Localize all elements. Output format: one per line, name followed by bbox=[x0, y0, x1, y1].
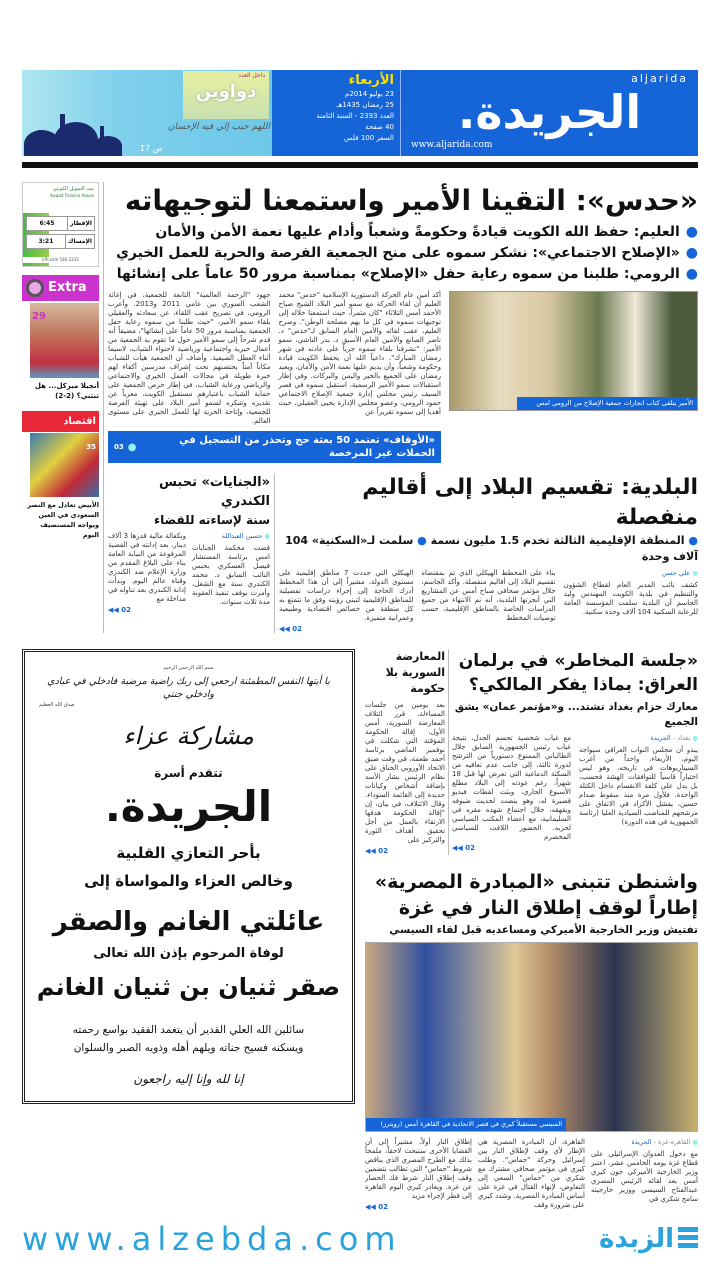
gaza-byline: ● القاهرة-غزة - الجريدة bbox=[631, 1138, 698, 1146]
janayat-column-1: قضت محكمة الجنايات امس برئاسة المستشار فيصل العسكري بحبس النائب السابق د. محمد الكندري سنة مع الشغل، وأمرت بوقف تنفيذ العقوبة مدة ثلاث سنوات. bbox=[192, 544, 270, 606]
issue-number: العدد 2393 - السنة الثامنة bbox=[316, 112, 394, 120]
page-ref: 03 bbox=[114, 442, 124, 451]
second-row bbox=[108, 473, 698, 633]
economy-box[interactable] bbox=[22, 411, 99, 432]
iraq-more-link[interactable]: ◀◀ 02 bbox=[452, 844, 475, 852]
page-count: 40 صفحة bbox=[365, 123, 394, 131]
date-hijri: 25 رمضان 1435هـ bbox=[336, 101, 394, 109]
ad-deceased-name: صقر ثنيان بن ثنيان الغانم bbox=[36, 973, 341, 1001]
baladiya-headline[interactable]: البلدية: تقسيم البلاد إلى أقاليم منفصلة bbox=[362, 475, 698, 530]
baladiya-subheads: ● المنطقة الإقليمية الثالثة تخدم 1.5 مليون نسمة ● سلمت لـ«السكنية» 104 آلاف وحدة bbox=[285, 534, 698, 563]
gaza-column-2: القاهرة، أن المبادرة المصرية هي الإطار لأي وقف لإطلاق النار بين إسرائيل وحركة "حماس". وطلب كيري في مؤتمر صحافي مشترك مع شكري من "حماس" السعي إلى التفاوض، لإنهاء القتال في غزة على أساس المبادرة المصرية. وشدد كيري على ضرورة وقف bbox=[478, 1138, 585, 1209]
bullet-icon: ● bbox=[417, 534, 427, 547]
bottom-section bbox=[22, 649, 698, 1211]
baladiya-column-1: كشف نائب المدير العام لقطاع الشؤون والتنظيم في بلدية الكويت المهندس وليد الجاسم أن البلدية سلمت المؤسسة العامة للرعاية السكنية 104 آلاف وحدة سكنية. bbox=[563, 581, 698, 616]
iftar-time: 6:45 bbox=[39, 220, 55, 227]
main-bullets bbox=[108, 222, 698, 285]
janayat-column-1-wrap bbox=[192, 532, 270, 607]
ad-closing: إنا لله وإنا إليه راجعون bbox=[133, 1072, 244, 1086]
main-photo-caption: الأمير يتلقى كتاب انجازات جمعية الإصلاح من الرومي امس bbox=[517, 397, 697, 410]
extra-label: Extra bbox=[48, 280, 87, 295]
footer-logo[interactable]: الزبدة bbox=[599, 1222, 698, 1256]
iftar-label: الإفطار bbox=[67, 217, 94, 230]
imsak-time: 3:21 bbox=[38, 238, 54, 245]
main-content bbox=[108, 182, 698, 633]
gaza-photo-caption: السيسي مستقبلاً كيري في قصر الاتحادية في القاهرة أمس (رويترز) bbox=[366, 1118, 566, 1131]
ad-line-1: بأحر التعازي القلبية bbox=[116, 844, 261, 862]
iraq-column-2-wrap bbox=[452, 734, 571, 852]
economy-page: 35 bbox=[86, 443, 96, 451]
baladiya-column-2: بناء على المخطط الهيكلي الذي تم بمقتضاه تقسيم البلاد إلى أقاليم منفصلة. وأكد الجاسم، خلال مؤتمر صحافي صباح أمس عن المشاريع التي أنجزتها البلدية، أنه تم الانتهاء من جميع الدراسات الخاصة بالمناطق الإقليمية، حسب توصيات المخطط bbox=[421, 569, 556, 622]
ad-title: مشاركة عزاء bbox=[123, 722, 254, 750]
prayer-times-box bbox=[22, 182, 99, 267]
gaza-column-1: مع دخول العدوان الإسرائيلي على قطاع غزة يومه الخامس عشر، اعتبر وزير الخارجية الأميركي جون كيري أمس بعد لقائه الرئيس المصري عبدالفتاح السيسي ووزير خارجيته سامح شكري في bbox=[591, 1150, 698, 1203]
main-headline[interactable]: «حدس»: التقينا الأمير واستمعنا لتوجيهاته bbox=[124, 184, 698, 217]
main-story-column-1: أكد أمين عام الحركة الدستورية الإسلامية "حدس" محمد العليم أن لقاء الحركة مع سمو أمير البلاد الشيخ صباح الأحمد أمس الثلاثاء "كان مثمراً، حيث استمعنا خلاله إلى توجيهات سموه في كل ما يهم مصلحة الوطن". وصرح العليم، عقب لقائه والأمين العام السابق لـ"حدس" د. ناصر الصانع والأمين العام الأسبق د. بدر الناشي، سمو الأمير: "تشرفنا بلقاء سموه جرياً على عادته في شهر رمضان المبارك"، داعياً الله أن يحفظ الكويت قيادة وحكومة وشعباً، وأن يديم عليها نعمة الأمن والأمان، ويعيد رمضان على الجميع بالخير واليمن والبركات. وفي إطار استقبالات سمو الأمير الرسمية، استقبل سموه في قصر السيف رئيس مجلس إدارة جمعية الإصلاح الاجتماعي حمود الرومي، وعضو مجلس الإدارة يحيى العقيلي، حيث أهديا إلى سموه تقريراً عن bbox=[278, 291, 441, 416]
magnifier-icon bbox=[26, 279, 44, 297]
price: السعر 100 فلس bbox=[344, 134, 394, 142]
ad-occasion: لوفاة المرحوم بإذن الله تعالى bbox=[93, 946, 284, 961]
bullet-item: ●الرومي: طلبنا من سموه رعاية حفل «الإصلاح» بمناسبة مرور 50 عاماً على إنشائها bbox=[116, 266, 698, 282]
iraq-story bbox=[452, 649, 698, 855]
economy-caption[interactable]: الأبيض تعادل مع النصر السعودي في العين ويواجه المستضيف اليوم bbox=[27, 501, 99, 539]
iraq-syria-row bbox=[365, 649, 698, 855]
baladiya-byline: ● علي حسن bbox=[661, 569, 698, 577]
syria-body: بعد يومين من جلسات المساءلة، قرر ائتلاف المعارضة السورية، أمس الأول، إقالة الحكومة المؤقتة التي شكلت في نوفمبر الماضي برئاسة أحمد طعمة، في وقت ضيق الاتحاد الأوروبي الخناق على نظام الرئيس بشار الأسد بإضافة أشخاص وكيانات جديدة إلى القائمة السوداء. وقال الائتلاف، في بيان، إن "إقالة الحكومة هدفها الارتقاء بالعمل من أجل تحقيق أهداف الثورة والتركيز على bbox=[365, 701, 445, 844]
extra-photo bbox=[30, 303, 99, 378]
footer bbox=[22, 1219, 698, 1259]
promo-inside-label: داخل العدد bbox=[238, 72, 265, 79]
gaza-headline-2[interactable]: إطاراً لوقف إطلاق النار في غزة bbox=[398, 897, 698, 919]
right-column bbox=[365, 649, 698, 1211]
economy-photo bbox=[30, 433, 99, 497]
bullet-icon: ● bbox=[127, 441, 137, 453]
gaza-column-3: إطلاق النار أولاً، مشيراً إلى أن القضايا الأخرى ستبحث لاحقاً، ملمحاً بذلك مع الطرح المصري الذي يناقض شروط "حماس" التي تطالب بتضمين وقف إطلاق النار شرط فك الحصار عن غزة. ويغادر كيري اليوم القاهرة إلى قطر لإجراء مزيد bbox=[365, 1138, 472, 1200]
bullet-icon: ● bbox=[685, 224, 698, 240]
bullet-icon: ● bbox=[688, 534, 698, 547]
menu-lines-icon bbox=[678, 1227, 698, 1251]
promo-title: دواوين bbox=[195, 81, 257, 102]
bullet-item: ●«الإصلاح الاجتماعي»: نشكر سموه على منح الجمعية الفرصة والحرية للعمل الخيري bbox=[116, 245, 698, 261]
gaza-column-3-wrap bbox=[365, 1138, 472, 1211]
column-divider bbox=[448, 649, 449, 855]
gaza-photo[interactable] bbox=[365, 942, 698, 1132]
janayat-subhead: سنة لإساءته للقضاء bbox=[154, 513, 270, 527]
iraq-byline: ● بغداد - الجريدة bbox=[650, 734, 698, 742]
day-label: الأربعاء bbox=[348, 73, 394, 88]
janayat-story bbox=[108, 473, 270, 633]
date-gregorian: 23 يوليو 2014م bbox=[345, 90, 394, 98]
gaza-columns bbox=[365, 1138, 698, 1211]
baladiya-column-3-wrap bbox=[279, 569, 413, 633]
promo-image bbox=[183, 71, 269, 119]
iraq-column-1: يبدو أن مجلس النواب العراقي سيواجه اليوم، الأربعاء، واحداً من أغرب السيناريوهات في تاريخه، وهو ليس اختباراً قاسياً للتوافقات الهشة فحسب، بل يدل على كلفة الانقسام داخل الكتلة الواحدة. فلأول مرة منذ سقوط صدام حسين، يفشل الأكراد في الاتفاق على مرشحهم للمناصب السيادية العليا (رئاسة الجمهورية في هذه الدورة) bbox=[579, 746, 698, 826]
ad-paper-logo: الجريدة. bbox=[104, 782, 273, 831]
bullet-icon: ● bbox=[685, 266, 698, 282]
main-story-text bbox=[108, 291, 441, 463]
gaza-column-1-wrap bbox=[591, 1138, 698, 1204]
baladiya-more-link[interactable]: ◀◀ 02 bbox=[279, 625, 302, 633]
gaza-more-link[interactable]: ◀◀ 02 bbox=[365, 1203, 388, 1211]
promo-banner[interactable] bbox=[22, 70, 272, 156]
bullet-icon: ● bbox=[685, 245, 698, 261]
syria-headline[interactable]: المعارضة السورية بلا حكومة bbox=[385, 650, 445, 695]
imsak-label: الإمساك bbox=[65, 235, 94, 248]
janayat-headline[interactable]: «الجنايات» تحبس الكندري bbox=[159, 475, 270, 509]
column-divider bbox=[103, 182, 104, 633]
promo-page: ص 17 bbox=[140, 144, 163, 153]
condolence-ad bbox=[22, 649, 355, 1104]
iraq-headline[interactable]: «جلسة المخاطر» في برلمان العراق: بماذا يفكر المالكي؟ bbox=[458, 651, 698, 695]
baladiya-story bbox=[279, 473, 698, 633]
main-story-columns bbox=[108, 291, 441, 426]
extra-page: 29 bbox=[32, 311, 46, 322]
awqaf-bar[interactable] bbox=[108, 431, 441, 463]
ad-basmala: بسم الله الرحمن الرحيم bbox=[163, 665, 214, 671]
bullet-item: ●العليم: حفظ الله الكويت قيادةً وحكومةً وشعباً وأدام عليها نعمة الأمن والأمان bbox=[155, 224, 698, 240]
iraq-column-1-wrap bbox=[579, 734, 698, 827]
sidebar bbox=[22, 182, 99, 633]
ad-verse: يا أيتها النفس المطمئنة ارجعي إلى ربك راضية مرضية فادخلي في عبادي وادخلي جنتي bbox=[47, 676, 330, 700]
baladiya-column-1-wrap bbox=[564, 569, 698, 617]
sponsor-block bbox=[23, 183, 98, 213]
iraq-column-2: مع غياب شخصية تحسم الجدل، نتيجة غياب رئيس الجمهورية السابق جلال الطالباني الممنوع دستورياً من الترشح لدورة ثالثة، إلى جانب عدم تعافيه من السكتة الدماغية التي تعرض لها قبل 18 شهراً، رغم عودته إلى البلاد مطلع الأسبوع الجاري، وبثت لقطات فيديو قصيرة له، وهو ينصت لحديث ضيوفه ويقهقه، خلال اجتماع شهده مقره في السليمانية، مع أعضاء المكتب السياسي لحزبه. الحضور اللافت للسياسي المخضرم bbox=[452, 734, 571, 841]
logo-block[interactable] bbox=[400, 70, 698, 156]
main-story-column-2: جهود "الرحمة العالمية" التابعة للجمعية، في إغاثة الشعب السوري بين عامي 2011 و2013. وأعرب الرومي، في تصريح عقب اللقاء، عن سعادته والعقيلي بلقاء سمو الأمير، "حيث طلبنا من سموه رعاية حفل الجمعية بمناسبة مرور 50 عاماً على إنشائها"، مضيفاً أنه قدم شرحاً إلى سمو الأمير حول ما تقوم به الجمعية من أعمال خيرية واجتماعية ورياضية لاحتواء الشباب، لاسيما أثناء العطل الصيفية. وأضاف أن الجمعية هيأت للشباب مكاناً آمناً يحتضنهم تحت إشراف مدرسين أكفاء لهم خبرة طويلة في مجالات العمل الخيري والاجتماعي والرياضي ورعاية الشباب، في إطار حرص الجمعية على حماية الشباب باعتبارهم مستقبل الكويت، معرباً عن تقديره وشكره لسمو أمير البلاد على تهيئة الفرصة للجمعية، وإتاحة الحرية لها للعمل الخيري على مستوى العالم. bbox=[108, 291, 271, 425]
baladiya-columns bbox=[279, 569, 698, 633]
ad-prayer-2: ويسكنه فسيح جناته ويلهم أهله وذويه الصبر والسلوان bbox=[73, 1042, 304, 1054]
ad-families: عائلتي الغانم والصقر bbox=[52, 907, 325, 937]
main-story-photo[interactable] bbox=[449, 291, 698, 411]
extra-caption[interactable]: أنجيلا ميركل... هل تنثني؟ (2-2) bbox=[34, 382, 99, 400]
iftar-row bbox=[26, 216, 95, 231]
date-block bbox=[272, 70, 400, 156]
gaza-subhead: تفتيش وزير الخارجية الأميركي ومساعديه قبل لقاء السيسي bbox=[389, 924, 698, 936]
janayat-byline: ● حسين العبدالله bbox=[221, 532, 270, 540]
syria-more-link[interactable]: ◀◀ 02 bbox=[365, 847, 388, 855]
gaza-story bbox=[365, 869, 698, 1211]
baladiya-column-3: الهيكلي التي حددت 7 مناطق إقليمية على مستوى الدولة، مشيراً إلى أن هذا المخطط أدرك الحاجة إلى إجراء دراسات تفصيلية للمناطق الإقليمية لتبني رؤيته وفق ما تتمتع به كل منطقة من خصائص اقتصادية وطبيعية وعمرانية متميزة. bbox=[279, 569, 414, 622]
sponsor-name: بيت التمويل الكويتي bbox=[52, 186, 94, 192]
logo[interactable]: الجريدة. bbox=[457, 85, 642, 139]
sponsor-name-en: Kuwait Finance House bbox=[50, 193, 94, 198]
janayat-columns bbox=[108, 532, 270, 614]
masthead bbox=[22, 70, 698, 156]
ad-offered-by: تتقدم أسرة bbox=[154, 766, 223, 780]
mosque-icon bbox=[24, 110, 124, 156]
main-section bbox=[22, 182, 698, 633]
gaza-headline-1[interactable]: واشنطن تتبنى «المبادرة المصرية» bbox=[374, 871, 698, 893]
website-link[interactable]: www.aljarida.com bbox=[411, 140, 493, 150]
janayat-column-2: وبكفالة مالية قدرها 3 آلاف دينار، بعد إدانته في القضية المرفوعة من النيابة العامة بناء على البلاغ المقدم من وزارة الإعلام ضد الكندري وقناة عالم اليوم. وبدأت إدانة الكندري بعد تناوله في مداخلة مع bbox=[108, 532, 186, 603]
promo-caption: اللهم حبب إلي فيه الإحسان bbox=[167, 122, 270, 132]
janayat-column-2-wrap bbox=[108, 532, 186, 614]
ad-verse-end: صدق الله العظيم bbox=[39, 702, 75, 708]
main-story-row bbox=[108, 291, 698, 463]
iraq-subhead: معارك حزام بغداد تشتد... و«مؤتمر عمان» يشق الجميع bbox=[454, 701, 698, 728]
footer-website[interactable]: www.alzebda.com bbox=[22, 1220, 402, 1258]
extra-box[interactable] bbox=[22, 275, 99, 301]
syria-story bbox=[365, 649, 445, 855]
sponsor-contact: kfh.com 180 3333 bbox=[23, 257, 98, 263]
ad-prayer-1: سائلين الله العلي القدير أن يتغمد الفقيد بواسع رحمته bbox=[72, 1024, 305, 1036]
awqaf-headline: «الأوقاف» تعتمد 50 بعثة حج وتحذر من التسجيل في الحملات غير المرخصة bbox=[179, 435, 435, 459]
logo-english: aljarida bbox=[631, 72, 688, 85]
masthead-rule bbox=[22, 162, 698, 168]
column-divider bbox=[274, 473, 275, 633]
iraq-columns bbox=[452, 734, 698, 852]
imsak-row bbox=[26, 234, 95, 249]
janayat-more-link[interactable]: ◀◀ 02 bbox=[108, 606, 131, 614]
ad-line-2: وخالص العزاء والمواساة إلى bbox=[84, 872, 293, 890]
economy-label: اقتصاد bbox=[63, 416, 96, 427]
